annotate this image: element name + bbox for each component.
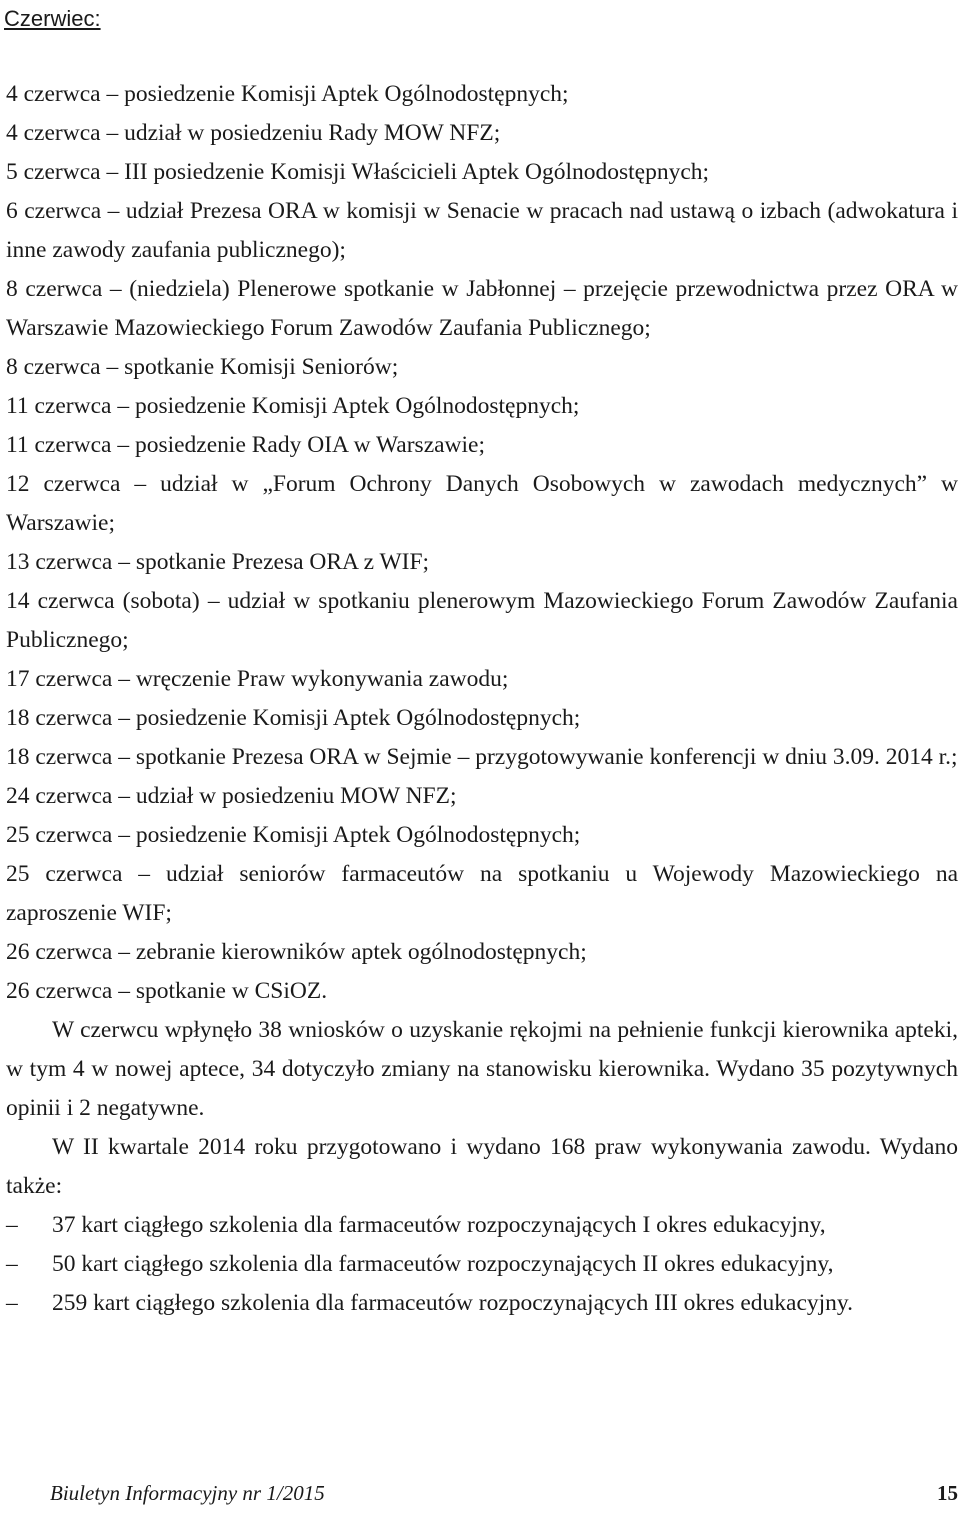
event-entry: 12 czerwca – udział w „Forum Ochrony Danych Osobowych w zawodach medycznych” w Warszawie; [6, 471, 958, 536]
paragraph: W II kwartale 2014 roku przygotowano i wydano 168 praw wykonywania zawodu. Wydano także: [6, 1134, 958, 1199]
section-heading: Czerwiec: [4, 6, 101, 31]
event-entry: 11 czerwca – posiedzenie Komisji Aptek Ogólnodostępnych; [6, 393, 580, 419]
dash-bullet: – [6, 1251, 18, 1277]
event-entry: 14 czerwca (sobota) – udział w spotkaniu plenerowym Mazowieckiego Forum Zawodów Zaufania Publicznego; [6, 588, 958, 653]
event-entry: 25 czerwca – posiedzenie Komisji Aptek Ogólnodostępnych; [6, 822, 581, 848]
list-item-text: 37 kart ciągłego szkolenia dla farmaceutów rozpoczynających I okres edukacyjny, [52, 1212, 826, 1238]
list-item [6, 1206, 958, 1245]
footer-publication: Biuletyn Informacyjny nr 1/2015 [50, 1481, 325, 1505]
event-entry: 13 czerwca – spotkanie Prezesa ORA z WIF; [6, 549, 430, 575]
event-entry: 17 czerwca – wręczenie Praw wykonywania zawodu; [6, 666, 509, 692]
event-entry: 18 czerwca – posiedzenie Komisji Aptek Ogólnodostępnych; [6, 705, 581, 731]
event-entry: 24 czerwca – udział w posiedzeniu MOW NFZ; [6, 783, 457, 809]
bullet-list [6, 1206, 958, 1323]
event-entry: 4 czerwca – posiedzenie Komisji Aptek Ogólnodostępnych; [6, 81, 569, 107]
list-item [6, 1284, 958, 1323]
event-entry: 11 czerwca – posiedzenie Rady OIA w Warszawie; [6, 432, 486, 458]
list-item [6, 1245, 958, 1284]
page-number: 15 [937, 1481, 958, 1505]
dash-bullet: – [6, 1212, 18, 1238]
event-entry: 5 czerwca – III posiedzenie Komisji Właścicieli Aptek Ogólnodostępnych; [6, 159, 710, 185]
body-text [6, 75, 958, 1323]
list-item-text: 259 kart ciągłego szkolenia dla farmaceutów rozpoczynających III okres edukacyjny. [52, 1290, 854, 1316]
event-entry: 26 czerwca – zebranie kierowników aptek ogólnodostępnych; [6, 939, 587, 965]
event-entry: 25 czerwca – udział seniorów farmaceutów na spotkaniu u Wojewody Mazowieckiego na zaproszenie WIF; [6, 861, 958, 926]
list-item-text: 50 kart ciągłego szkolenia dla farmaceutów rozpoczynających II okres edukacyjny, [52, 1251, 834, 1277]
paragraph: W czerwcu wpłynęło 38 wniosków o uzyskanie rękojmi na pełnienie funkcji kierownika apteki, w tym 4 w nowej aptece, 34 dotyczyło zmiany na stanowisku kierownika. Wydano 35 pozytywnych opinii i 2 negatywne. [6, 1017, 958, 1121]
event-entry: 18 czerwca – spotkanie Prezesa ORA w Sejmie – przygotowywanie konferencji w dniu 3.09. 2014 r.; [6, 744, 958, 770]
event-list [6, 75, 958, 1011]
event-entry: 8 czerwca – spotkanie Komisji Seniorów; [6, 354, 399, 380]
event-entry: 6 czerwca – udział Prezesa ORA w komisji w Senacie w pracach nad ustawą o izbach (adwokatura i inne zawody zaufania publicznego); [6, 198, 958, 263]
event-entry: 4 czerwca – udział w posiedzeniu Rady MOW NFZ; [6, 120, 501, 146]
event-entry: 26 czerwca – spotkanie w CSiOZ. [6, 978, 328, 1004]
event-entry: 8 czerwca – (niedziela) Plenerowe spotkanie w Jabłonnej – przejęcie przewodnictwa przez ORA w Warszawie Mazowieckiego Forum Zawodów Zaufania Publicznego; [6, 276, 958, 341]
dash-bullet: – [6, 1290, 18, 1316]
